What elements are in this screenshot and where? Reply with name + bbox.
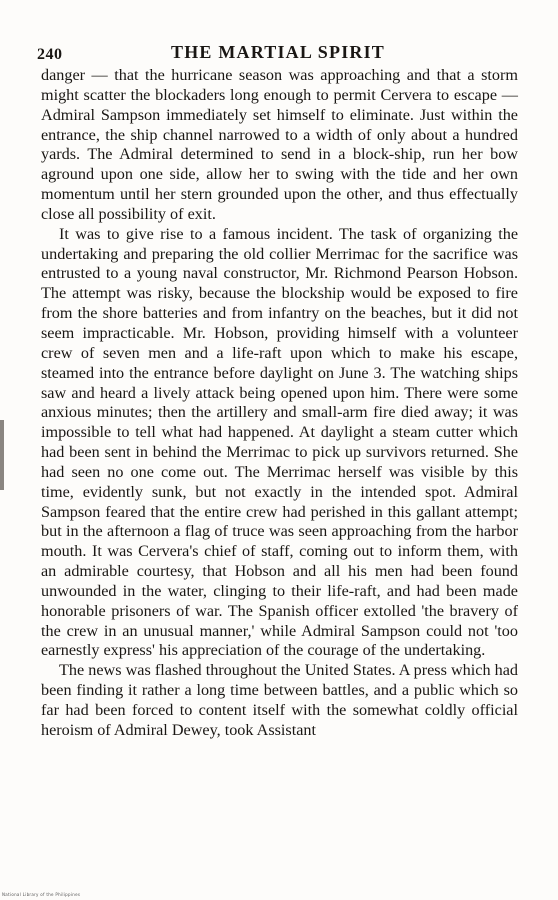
scan-credit: National Library of the Philippines — [2, 892, 81, 897]
paragraph-2: It was to give rise to a famous incident. The task of organizing the undertaking and preparing the old collier Merrimac for the sacrifice was entrusted to a young naval constructor, Mr. Richmond Pearson Hobson. The attempt was risky, because the blockship would be exposed to fire from the shore batteries and from infantry on the beaches, but it did not seem impracticable. Mr. Hobson, providing himself with a volunteer crew of seven men and a life-raft upon which to make his escape, steamed into the entrance before daylight on June 3. The watching ships saw and heard a lively attack being opened upon him. There were some anxious minutes; then the artillery and small-arm fire died away; it was impossible to tell what had happened. At daylight a steam cutter which had been sent in behind the Merrimac to pick up survivors returned. She had seen no one come out. The Merrimac herself was visible by this time, evidently sunk, but not exactly in the intended spot. Admiral Sampson feared that the entire crew had perished in this gallant attempt; but in the afternoon a flag of truce was seen approaching from the harbor mouth. It was Cervera's chief of staff, coming out to inform them, with an admirable courtesy, that Hobson and all his men had been found unwounded in the water, clinging to their life-raft, and had been made honorable prisoners of war. The Spanish officer extolled 'the bravery of the crew in an unusual manner,' while Admiral Sampson could not 'too earnestly express' his appreciation of the courage of the undertaking. — [41, 224, 518, 660]
paragraph-3: The news was flashed throughout the United States. A press which had been finding it rather a long time between battles, and a public which so far had been forced to content itself with the somewhat coldly official heroism of Admiral Dewey, took Assistant — [41, 661, 518, 739]
page-body — [41, 66, 518, 741]
page-edge-shadow — [0, 420, 4, 490]
running-title: THE MARTIAL SPIRIT — [171, 42, 386, 62]
paragraph-1: danger — that the hurricane season was approaching and that a storm might scatter the blockaders long enough to permit Cervera to escape — Admiral Sampson immediately set himself to eliminate. Just within the entrance, the ship channel narrowed to a width of only about a hundred yards. The Admiral determined to send in a block-ship, run her bow aground upon one side, allow her to swing with the tide and her own momentum until her stern grounded upon the other, and thus effectually close all possibility of exit. — [41, 66, 518, 223]
page-number: 240 — [37, 46, 63, 63]
page-header — [37, 42, 517, 68]
